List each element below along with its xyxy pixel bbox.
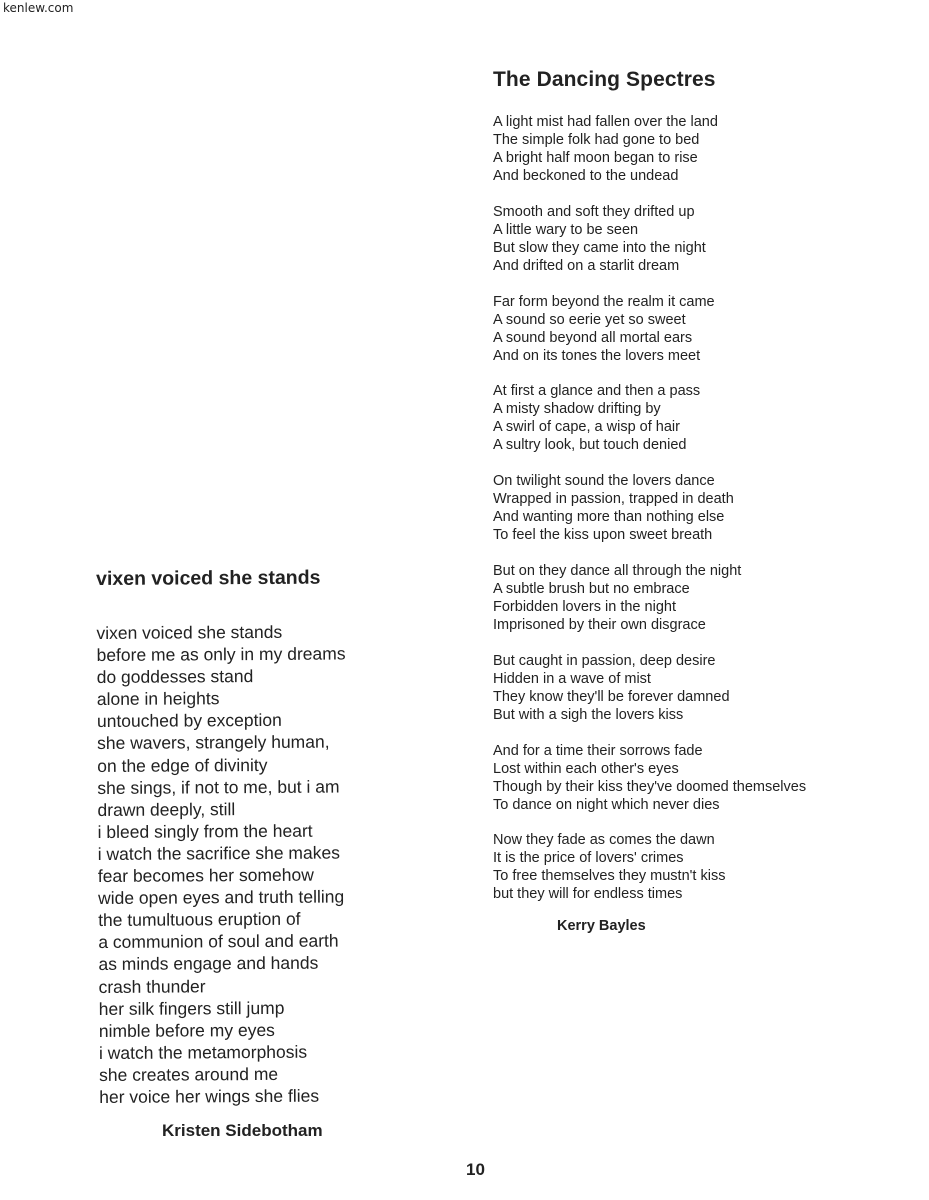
stanza-9 [493,831,913,903]
poem-line: And on its tones the lovers meet [493,347,701,364]
poem-line: And beckoned to the undead [493,168,679,184]
poem-title: vixen voiced she stands [96,566,321,590]
poem-line: vixen voiced she stands [96,621,283,643]
poem-line: alone in heights [96,688,220,710]
poem-line: drawn deeply, still [97,798,236,820]
poem-line: she sings, if not to me, but i am [97,776,340,798]
poem-line: i watch the sacrifice she makes [97,842,341,864]
poem-line: the tumultuous eruption of [98,908,301,931]
stanza-1 [493,113,913,185]
poem-line: But slow they came into the night [493,239,706,256]
stanza-5 [493,472,913,544]
poem-line: To dance on night which never dies [493,796,720,813]
poem-line: To free themselves they mustn't kiss [493,868,726,885]
stanza-7 [493,652,913,724]
poem-line: But with a sigh the lovers kiss [493,706,684,723]
poem-line: she creates around me [99,1063,279,1085]
poem-line: crash thunder [98,975,206,997]
site-watermark: kenlew.com [3,1,74,15]
author-kristen-sidebotham: Kristen Sidebotham [162,1121,323,1140]
poem-line: They know they'll be forever damned [493,688,730,705]
poem-line: At first a glance and then a pass [493,383,701,400]
stanza-2 [493,203,913,275]
poem-line: fear becomes her somehow [97,864,314,887]
stanza-4 [493,382,913,454]
poem-line: Hidden in a wave of mist [493,670,651,687]
poem-line: Imprisoned by their own disgrace [493,616,706,633]
poem-line: wide open eyes and truth telling [97,886,345,909]
poem-line: on the edge of divinity [97,754,268,776]
poem-line: A sound beyond all mortal ears [493,329,693,346]
poem-body [493,113,913,903]
stanza-3 [493,293,913,365]
poem-line: But on they dance all through the night [493,562,742,579]
poem-line: i bleed singly from the heart [97,820,313,842]
poem-line: A swirl of cape, a wisp of hair [493,419,680,436]
poem-line: Forbidden lovers in the night [493,598,676,615]
poem-line: It is the price of lovers' crimes [493,850,684,867]
poem-line: A little wary to be seen [493,221,639,238]
poem-line: Smooth and soft they drifted up [493,203,695,220]
poem-line: A sultry look, but touch denied [493,437,687,454]
stanza-6 [493,562,913,634]
poem-line: And for a time their sorrows fade [493,742,703,759]
poem-title: The Dancing Spectres [493,68,716,91]
poem-line: before me as only in my dreams [96,643,346,666]
poem-line: but they will for endless times [493,886,683,903]
poem-line: Lost within each other's eyes [493,760,679,777]
poem-line: her voice her wings she flies [99,1085,320,1107]
poem-line: i watch the metamorphosis [98,1041,308,1063]
poem-line: A sound so eerie yet so sweet [493,311,686,328]
poem-line: Though by their kiss they've doomed themselves [493,778,807,795]
stanza-8 [493,742,913,814]
page-number: 10 [466,1160,485,1179]
poem-dancing-spectres [493,66,913,921]
poem-vixen-voiced [96,564,419,1108]
poem-line: A bright half moon began to rise [493,150,698,166]
author-kerry-bayles: Kerry Bayles [557,918,646,934]
poem-line: A light mist had fallen over the land [493,114,718,130]
poem-line: The simple folk had gone to bed [493,132,700,148]
poem-line: she wavers, strangely human, [97,732,330,754]
poem-line: And wanting more than nothing else [493,509,725,526]
poem-line: as minds engage and hands [98,953,319,975]
poem-line: To feel the kiss upon sweet breath [493,527,713,544]
poem-line: a communion of soul and earth [98,930,339,953]
poem-line: But caught in passion, deep desire [493,652,716,669]
poem-line: And drifted on a starlit dream [493,257,680,274]
poem-line: nimble before my eyes [98,1019,275,1041]
poem-line: On twilight sound the lovers dance [493,473,715,490]
poem-line: A misty shadow drifting by [493,401,661,418]
poem-line: untouched by exception [96,710,282,732]
poem-body [96,620,419,1108]
poem-line: her silk fingers still jump [98,997,285,1019]
poem-line: Now they fade as comes the dawn [493,832,715,849]
poem-line: Wrapped in passion, trapped in death [493,491,734,508]
poem-line: Far form beyond the realm it came [493,293,715,310]
poem-line: A subtle brush but no embrace [493,580,690,597]
poem-line: do goddesses stand [96,666,254,688]
